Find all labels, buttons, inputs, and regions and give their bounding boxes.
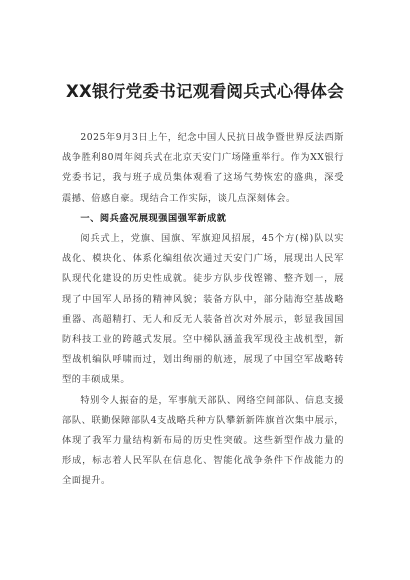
document-title: XX银行党委书记观看阅兵式心得体会 <box>65 82 345 101</box>
parade-overview-paragraph: 阅兵式上，党旗、国旗、军旗迎风招展，45个方(梯)队以实战化、模块化、体系化编组依次通过天安门广场，展现出人民军队现代化建设的历史性成就。徒步方队步伐铿锵、整齐划一，展现了中国军人昂扬的精神风貌；装备方队中，部分陆海空基战略重器、高超精打、无人和反无人装备首次对外展示，彰显我国国防科技工业的跨越式发展。空中梯队涵盖我军现役主战机型，新型战机编队呼啸而过，划出绚丽的航迹，展现了中国空军战略转型的丰硕成果。 <box>62 233 344 386</box>
intro-paragraph: 2025年9月3日上午，纪念中国人民抗日战争暨世界反法西斯战争胜利80周年阅兵式在北京天安门广场隆重举行。作为XX银行党委书记，我与班子成员集体观看了这场气势恢宏的盛典，深受震撼、倍感自豪。现结合工作实际，谈几点深刻体会。 <box>62 132 344 204</box>
new-forces-paragraph: 特别令人振奋的是，军事航天部队、网络空间部队、信息支援部队、联勤保障部队4支战略兵种方队攀新新阵旗首次集中展示，体现了我军力量结构新布局的历史性突破。这些新型作战力量的形成，标志着人民军队在信息化、智能化战争条件下作战能力的全面提升。 <box>62 394 344 487</box>
document-body <box>62 128 344 492</box>
section-heading-1: 一、阅兵盛况展现强国强军新成就 <box>80 212 227 224</box>
